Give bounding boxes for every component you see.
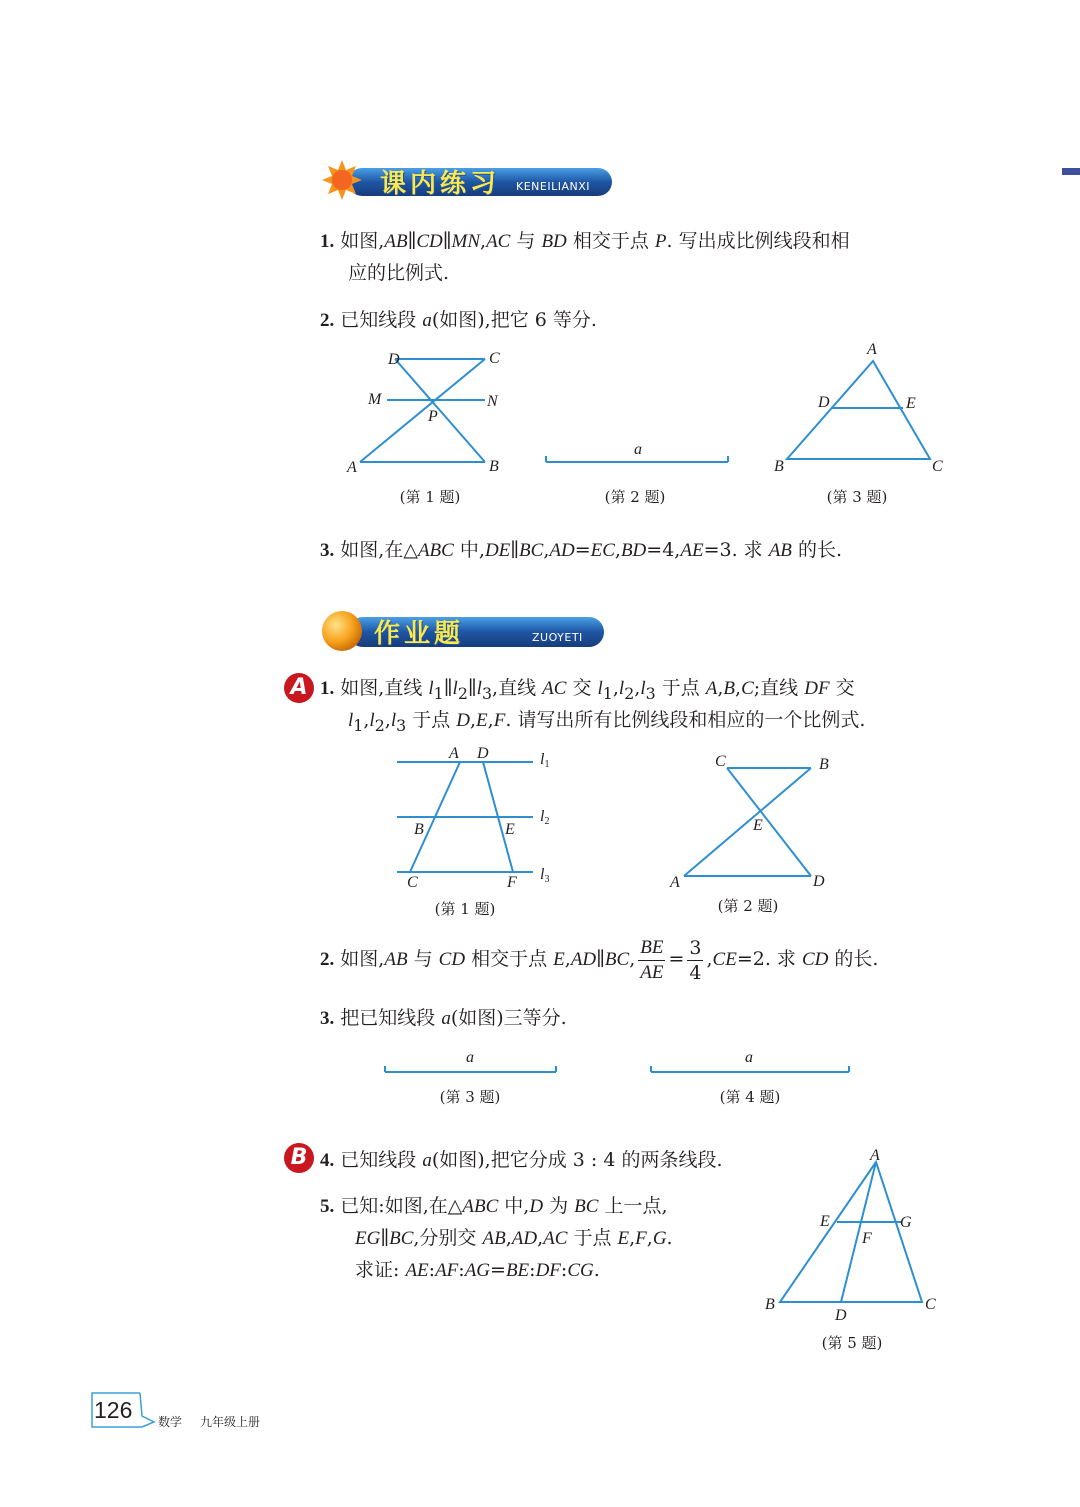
label-a: a — [634, 441, 642, 458]
label-a: a — [745, 1049, 753, 1066]
label-B: B — [774, 458, 784, 475]
label-C: C — [407, 874, 418, 890]
banner-subtitle: ZUOYETI — [532, 631, 583, 644]
segment-CD — [727, 768, 811, 876]
homework-5: 5. 已知:如图,在△ABC 中,D 为 BC 上一点, — [320, 1195, 668, 1217]
segment-BA — [684, 768, 811, 876]
fraction-3-4: $\frac{3}{4}$ — [689, 936, 702, 984]
page-number: 126 — [94, 1397, 133, 1423]
figure-homework-4 — [645, 1044, 855, 1078]
label-B: B — [765, 1296, 775, 1313]
segment-AC — [360, 359, 485, 462]
figure-homework-5 — [760, 1145, 945, 1325]
label-B: B — [819, 756, 829, 773]
figure-homework-3 — [380, 1044, 562, 1078]
homework-1-line2: $l_1,l_2,l_3$ 于点 D,E,F. 请写出所有比例线段和相应的一个比例式. — [348, 709, 866, 735]
label-l1: l1 — [540, 751, 550, 770]
level-b-badge: B — [284, 1143, 314, 1173]
label-A: A — [347, 459, 357, 476]
label-F: F — [862, 1230, 872, 1247]
label-M: M — [368, 391, 382, 408]
homework-5-line2: EG∥BC,分别交 AB,AD,AC 于点 E,F,G. — [355, 1227, 673, 1249]
segment-DB — [395, 359, 485, 462]
label-l2: l2 — [540, 808, 550, 827]
caption-hw2: (第 2 题) — [717, 897, 779, 915]
label-G: G — [900, 1214, 912, 1231]
label-a: a — [466, 1049, 474, 1066]
level-a-badge: A — [284, 673, 314, 703]
label-C: C — [489, 350, 500, 367]
label-N: N — [487, 393, 498, 410]
label-C: C — [715, 753, 726, 770]
banner-title: 课内练习 — [380, 169, 501, 199]
homework-4: 4. 已知线段 a(如图),把它分成 3 : 4 的两条线段. — [320, 1149, 723, 1171]
label-C: C — [932, 458, 943, 475]
label-D: D — [818, 394, 830, 411]
label-D: D — [477, 745, 489, 762]
label-D: D — [835, 1307, 847, 1324]
exercise-3: 3. 如图,在△ABC 中,DE∥BC,AD=EC,BD=4,AE=3. 求 AB 的长. — [320, 539, 843, 561]
side-tab-marker — [1062, 168, 1080, 175]
orb-icon — [322, 611, 362, 651]
label-E: E — [820, 1213, 830, 1230]
caption-hw5: (第 5 题) — [821, 1334, 883, 1352]
label-A: A — [867, 341, 877, 358]
caption-hw3: (第 3 题) — [439, 1088, 501, 1106]
homework-3: 3. 把已知线段 a(如图)三等分. — [320, 1007, 567, 1029]
label-E: E — [906, 395, 916, 412]
figure-homework-2 — [664, 745, 834, 893]
label-F: F — [507, 874, 517, 890]
homework-5-line3: 求证: AE:AF:AG=BE:DF:CG. — [355, 1259, 600, 1281]
exercise-1-line2: 应的比例式. — [348, 262, 450, 284]
label-B: B — [489, 458, 499, 475]
label-A: A — [870, 1147, 880, 1164]
footer-subject: 数学 — [158, 1415, 183, 1429]
exercise-banner — [318, 158, 614, 202]
caption-ex2: (第 2 题) — [604, 488, 666, 506]
homework-2: 2. 如图,AB 与 CD 相交于点 E,AD∥BC, $\frac{BE}{AE}$ = $\frac{3}{4}$ ,CE=2. 求 CD 的长. — [320, 936, 879, 984]
label-D: D — [813, 873, 825, 890]
footer-grade: 九年级上册 — [200, 1415, 261, 1429]
figure-exercise-2 — [540, 436, 734, 470]
figure-homework-1 — [385, 740, 565, 890]
label-B: B — [414, 821, 424, 838]
caption-ex1: (第 1 题) — [399, 488, 461, 506]
caption-ex3: (第 3 题) — [826, 488, 888, 506]
homework-1: 1. 如图,直线 $l_1\parallel l_2\parallel l_3$,直线 AC 交 $l_1,l_2,l_3$ 于点 A,B,C;直线 DF 交 — [320, 677, 855, 703]
figure-exercise-1 — [340, 340, 520, 480]
homework-banner — [318, 605, 608, 653]
banner-title: 作业题 — [374, 619, 465, 649]
caption-hw1: (第 1 题) — [434, 900, 496, 918]
triangle-ABC — [780, 1162, 922, 1302]
label-D: D — [388, 351, 400, 368]
label-E: E — [505, 821, 515, 838]
caption-hw4: (第 4 题) — [719, 1088, 781, 1106]
figure-exercise-3 — [765, 338, 950, 480]
label-C: C — [925, 1296, 936, 1313]
fraction-BE-AE: $\frac{BE}{AE}$ — [640, 936, 664, 983]
label-l3: l3 — [540, 866, 550, 885]
label-A: A — [449, 745, 459, 762]
exercise-2: 2. 已知线段 a(如图),把它 6 等分. — [320, 309, 597, 331]
label-A: A — [670, 874, 680, 891]
exercise-1: 1. 如图,AB∥CD∥MN,AC 与 BD 相交于点 P. 写出成比例线段和相 — [320, 230, 850, 252]
label-P: P — [428, 408, 438, 425]
label-E: E — [753, 817, 763, 834]
banner-subtitle: KENEILIANXI — [516, 180, 590, 193]
